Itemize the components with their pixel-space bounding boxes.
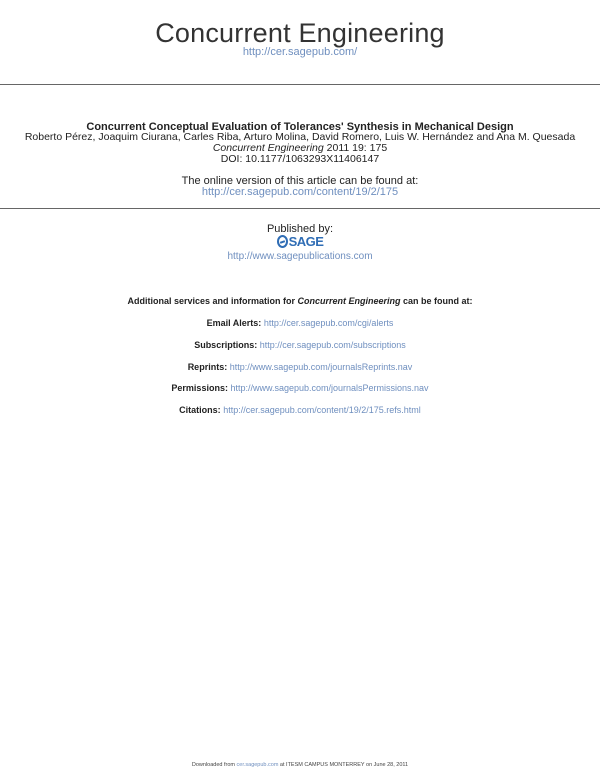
footer-suffix: at ITESM CAMPUS MONTERREY on June 28, 2011 <box>278 762 409 768</box>
service-label: Citations: <box>179 405 221 415</box>
journal-url-link[interactable]: http://cer.sagepub.com/ <box>242 46 358 58</box>
footer-site-link[interactable]: cer.sagepub.com <box>236 762 279 768</box>
published-by-label: Published by: <box>266 223 334 235</box>
journal-url-container <box>0 46 600 58</box>
service-row-permissions <box>0 383 600 393</box>
online-version-text: The online version of this article can be found at: <box>181 175 419 187</box>
subscriptions-link[interactable]: http://cer.sagepub.com/subscriptions <box>259 340 406 350</box>
reprints-link[interactable]: http://www.sagepub.com/journalsReprints.nav <box>229 362 413 372</box>
online-url-container <box>0 186 600 198</box>
download-footer <box>0 762 600 768</box>
service-row-subscriptions <box>0 340 600 350</box>
publisher-url-container <box>0 251 600 262</box>
service-row-reprints <box>0 362 600 372</box>
sage-logo-text: SAGE <box>288 234 324 249</box>
citation-details: 2011 19: 175 <box>323 142 388 154</box>
service-label: Permissions: <box>171 383 228 393</box>
online-version-link[interactable]: http://cer.sagepub.com/content/19/2/175 <box>201 186 399 198</box>
article-authors: Roberto Pérez, Joaquim Ciurana, Carles Riba, Arturo Molina, David Romero, Luis W. Hernández and Ana M. Quesada <box>24 131 576 143</box>
citation-journal: Concurrent Engineering <box>212 142 324 154</box>
email-alerts-link[interactable]: http://cer.sagepub.com/cgi/alerts <box>263 318 394 328</box>
article-title: Concurrent Conceptual Evaluation of Tolerances' Synthesis in Mechanical Design <box>86 121 514 133</box>
permissions-link[interactable]: http://www.sagepub.com/journalsPermissions.nav <box>230 383 429 393</box>
services-heading-journal: Concurrent Engineering <box>297 296 401 306</box>
footer-prefix: Downloaded from <box>191 762 237 768</box>
service-label: Reprints: <box>187 362 228 372</box>
service-row-email-alerts <box>0 318 600 328</box>
service-label: Email Alerts: <box>206 318 262 328</box>
sage-logo <box>0 234 600 249</box>
citations-link[interactable]: http://cer.sagepub.com/content/19/2/175.refs.html <box>223 405 421 415</box>
middle-divider <box>0 208 600 209</box>
services-heading <box>0 296 600 306</box>
journal-title: Concurrent Engineering <box>155 18 445 48</box>
sage-logo-icon <box>277 235 288 248</box>
article-doi: DOI: 10.1177/1063293X11406147 <box>220 153 380 165</box>
services-heading-prefix: Additional services and information for <box>127 296 298 306</box>
service-label: Subscriptions: <box>194 340 258 350</box>
service-row-citations <box>0 405 600 415</box>
publisher-url-link[interactable]: http://www.sagepublications.com <box>227 251 373 262</box>
top-divider <box>0 84 600 85</box>
services-heading-suffix: can be found at: <box>400 296 473 306</box>
